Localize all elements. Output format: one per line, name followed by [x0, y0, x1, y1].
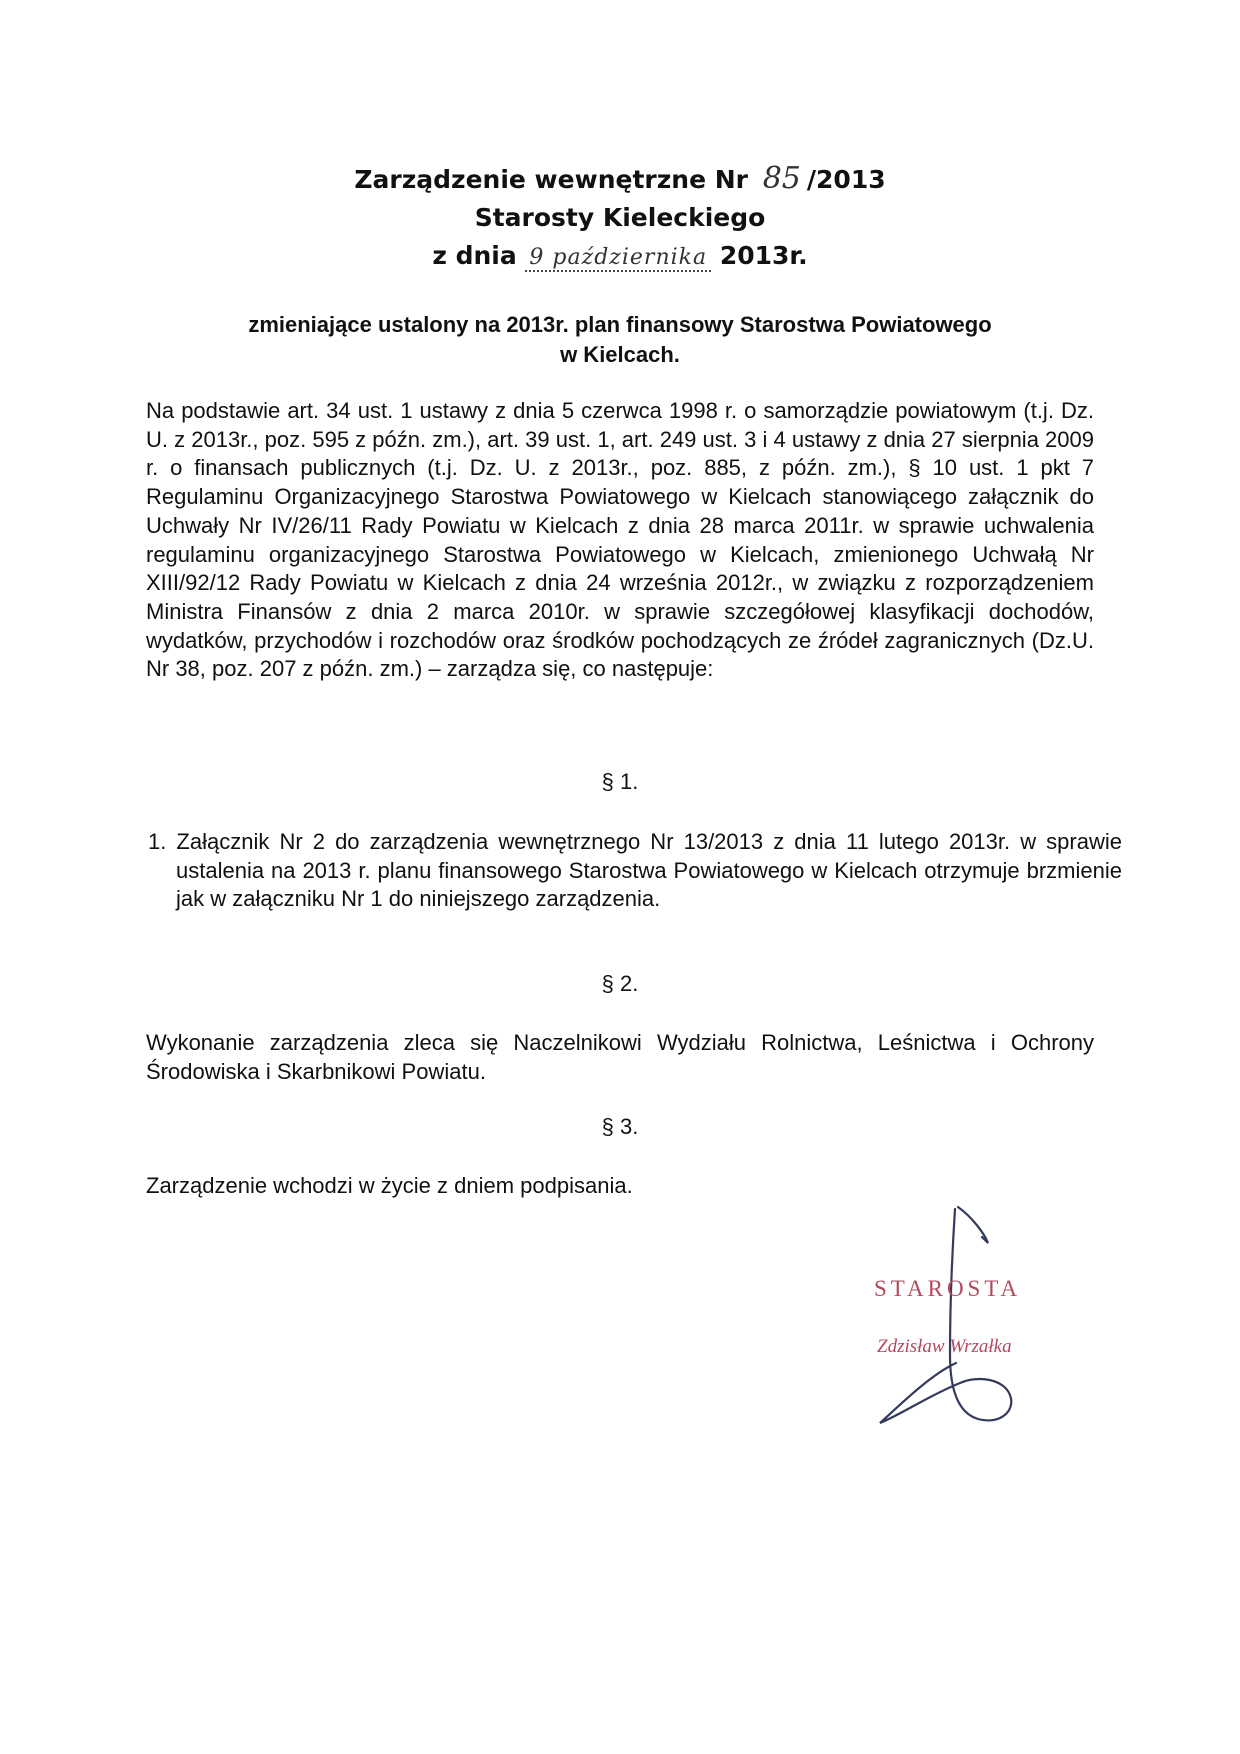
title-line — [0, 160, 1240, 199]
stamp-title: STAROSTA — [874, 1276, 1022, 1301]
legal-basis: Na podstawie art. 34 ust. 1 ustawy z dnia 5 czerwca 1998 r. o samorządzie powiatowym (t.j. Dz. U. z 2013r., poz. 595 z późn. zm.), art. 39 ust. 1, art. 249 ust. 3 i 4 ustawy z dnia 27 sierpnia 2009 r. o finansach publicznych (t.j. Dz. U. z 2013r., poz. 885, z późn. zm.), § 10 ust. 1 pkt 7 Regulaminu Organizacyjnego Starostwa Powiatowego w Kielcach stanowiącego załącznik do Uchwały Nr IV/26/11 Rady Powiatu w Kielcach z dnia 28 marca 2011r. w sprawie uchwalenia regulaminu organizacyjnego Starostwa Powiatowego w Kielcach, zmienionego Uchwałą Nr XIII/92/12 Rady Powiatu w Kielcach z dnia 24 września 2012r., w związku z rozporządzeniem Ministra Finansów z dnia 2 marca 2010r. w sprawie szczegółowej klasyfikacji dochodów, wydatków, przychodów i rozchodów oraz środków pochodzących ze źródeł zagranicznych (Dz.U. Nr 38, poz. 207 z późn. zm.) – zarządza się, co następuje: — [146, 398, 1094, 682]
section-3-title: § 3. — [601, 1114, 639, 1139]
subject-line-1: zmieniające ustalony na 2013r. plan finansowy Starostwa Powiatowego — [248, 312, 992, 337]
subject-line-2: w Kielcach. — [560, 342, 680, 367]
issuer: Starosty Kieleckiego — [474, 203, 766, 232]
signature-mark — [860, 1195, 1030, 1435]
date-suffix: 2013r. — [719, 241, 808, 270]
stamp-name: Zdzisław Wrzałka — [877, 1336, 1012, 1357]
title-prefix: Zarządzenie wewnętrzne Nr — [354, 165, 748, 194]
section-1-title: § 1. — [601, 769, 639, 794]
date-prefix: z dnia — [432, 241, 517, 270]
title-suffix: /2013 — [806, 165, 886, 194]
document-subject — [190, 310, 1050, 370]
handwritten-number: 85 — [762, 161, 801, 196]
section-2-text: Wykonanie zarządzenia zleca się Naczelnikowi Wydziału Rolnictwa, Leśnictwa i Ochrony Środowiska i Skarbnikowi Powiatu. — [146, 1030, 1094, 1084]
section-2-title: § 2. — [601, 971, 639, 996]
handwritten-date: 9 października — [525, 245, 711, 272]
section-1-item-1: 1. Załącznik Nr 2 do zarządzenia wewnętrznego Nr 13/2013 z dnia 11 lutego 2013r. w sprawie ustalenia na 2013 r. planu finansowego Starostwa Powiatowego w Kielcach otrzymuje brzmienie jak w załączniku Nr 1 do niniejszego zarządzenia. — [148, 829, 1122, 911]
date-line — [0, 237, 1240, 277]
section-3-text: Zarządzenie wchodzi w życie z dniem podpisania. — [146, 1173, 633, 1198]
document-header — [0, 160, 1240, 277]
